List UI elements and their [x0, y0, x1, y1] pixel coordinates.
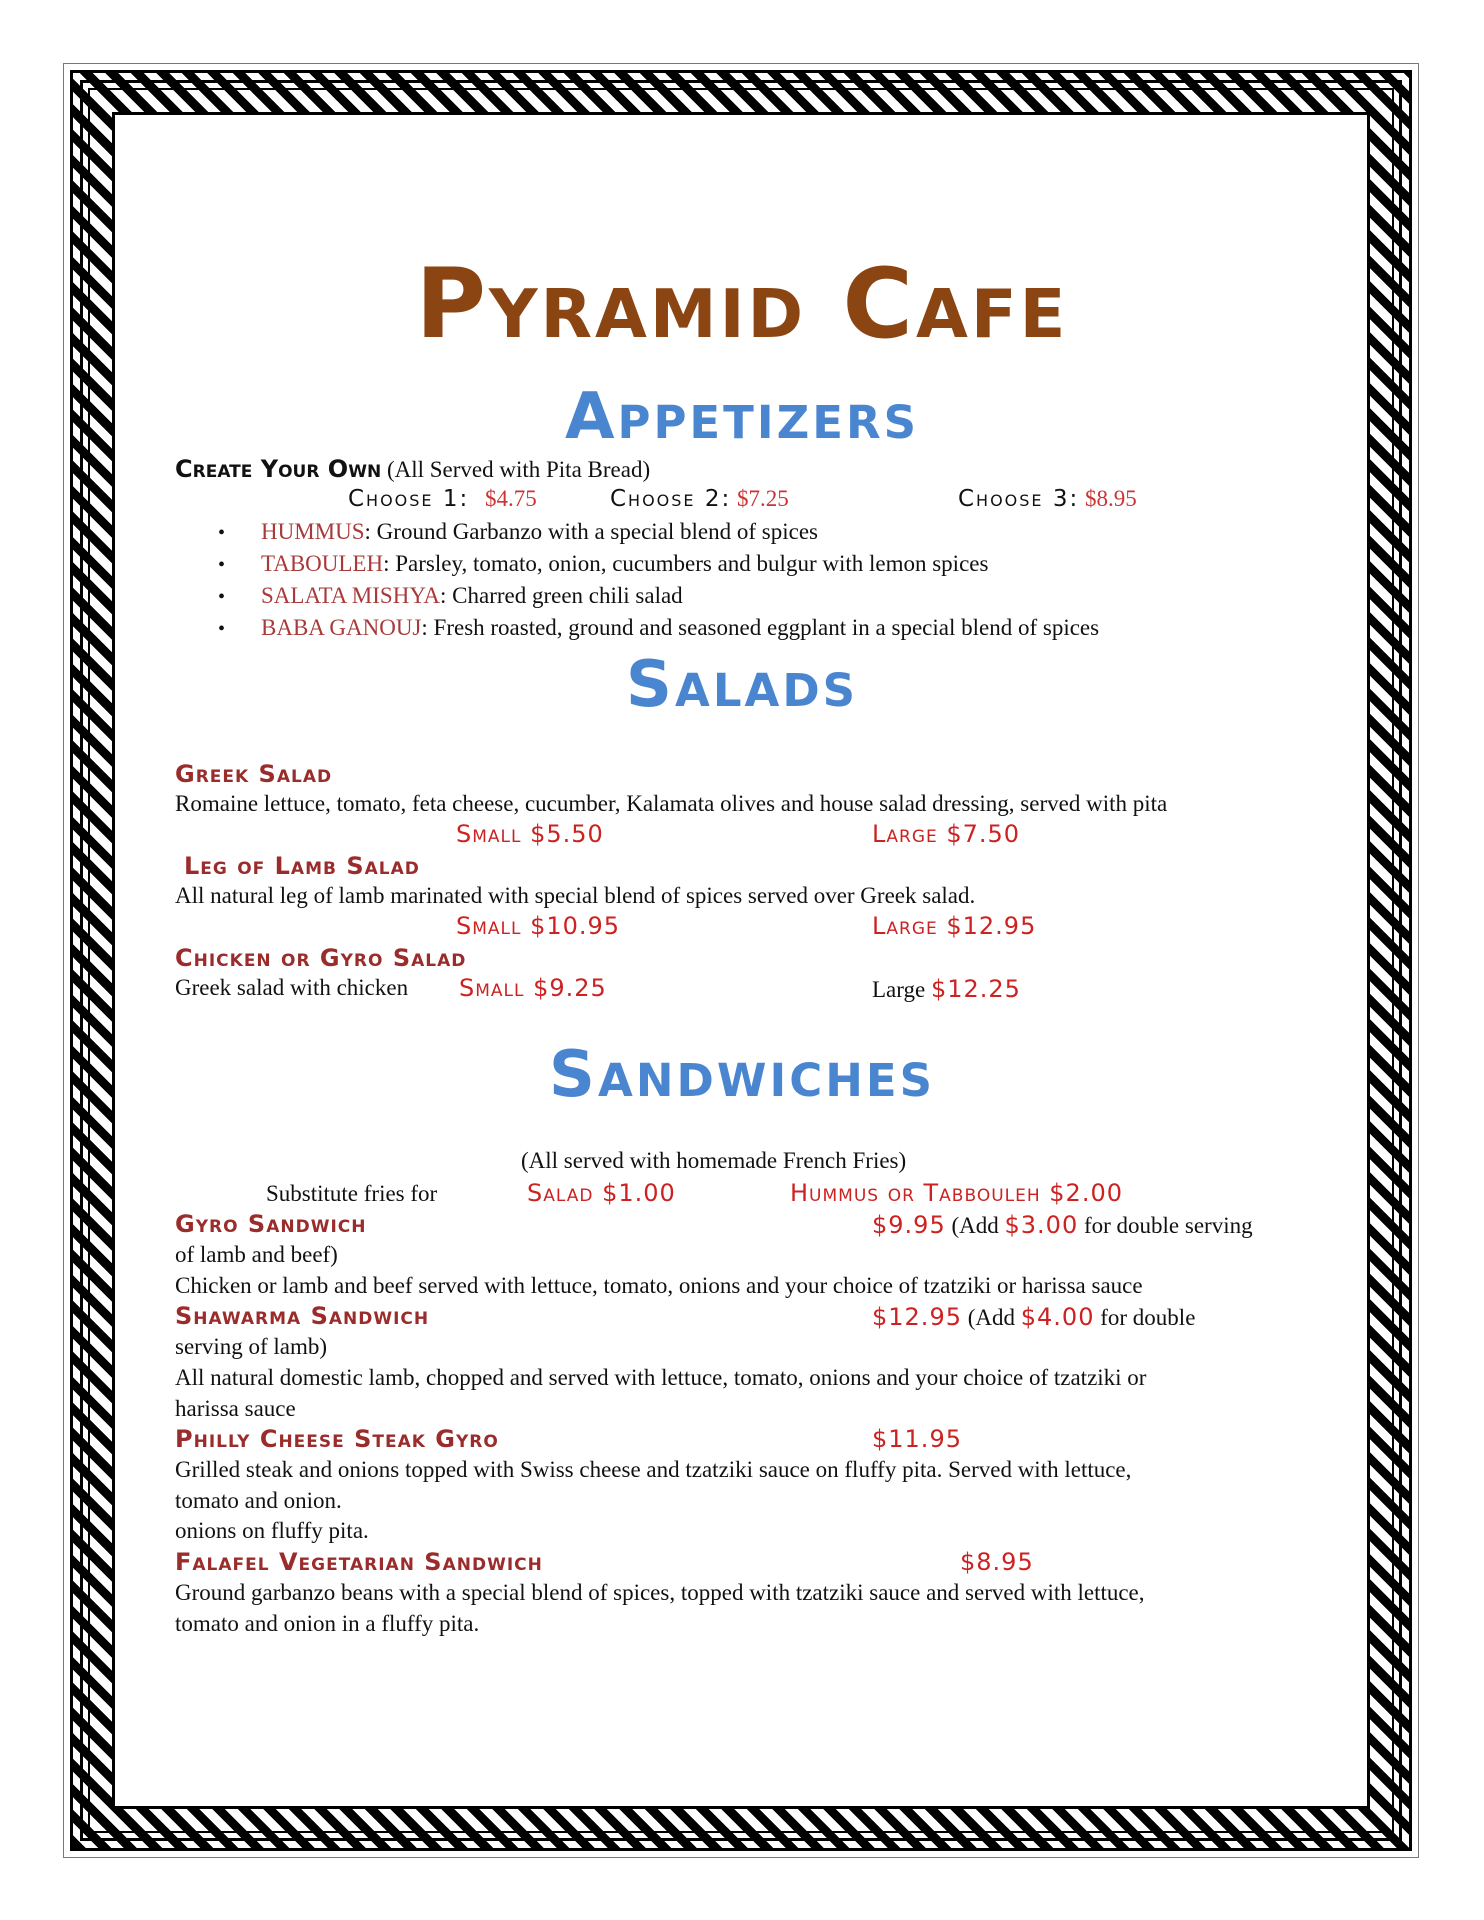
gyro-add-post: for double serving	[1083, 1213, 1253, 1238]
bullet-icon: •	[218, 522, 226, 544]
appetizer-desc: : Parsley, tomato, onion, cucumbers and bulgur with lemon spices	[383, 551, 989, 576]
choose-2	[610, 486, 789, 512]
lamb-salad-title: Leg of Lamb Salad	[184, 852, 420, 880]
appetizers-heading: Appetizers	[564, 380, 920, 454]
lamb-salad-small-price: Small $10.95	[456, 912, 621, 940]
appetizer-name: TABOULEH	[261, 551, 384, 576]
salads-heading: Salads	[625, 648, 859, 722]
shawarma-add-price: $4.00	[1020, 1303, 1095, 1331]
chicken-salad-large-price: $12.25	[930, 975, 1021, 1003]
list-item	[261, 615, 1099, 641]
greek-salad-title: Greek Salad	[175, 760, 333, 788]
gyro-add-pre: (Add	[951, 1213, 999, 1238]
philly-desc-2: tomato and onion.	[175, 1488, 342, 1513]
gyro-sandwich-price-line	[872, 1211, 1253, 1239]
shawarma-sandwich-title: Shawarma Sandwich	[175, 1302, 430, 1330]
chicken-salad-large	[872, 975, 1021, 1003]
shawarma-add-post: for double	[1100, 1305, 1196, 1330]
substitute-hummus-price: Hummus or Tabbouleh $2.00	[790, 1179, 1123, 1207]
appetizer-name: SALATA MISHYA	[261, 583, 440, 608]
bullet-icon: •	[218, 554, 226, 576]
lamb-salad-large-price: Large $12.95	[872, 912, 1037, 940]
chicken-salad-large-label: Large	[872, 977, 926, 1002]
greek-salad-small-price: Small $5.50	[456, 820, 604, 848]
falafel-desc-1: Ground garbanzo beans with a special blend of spices, topped with tzatziki sauce and served with lettuce,	[175, 1580, 1145, 1605]
shawarma-price-line	[872, 1303, 1195, 1331]
gyro-sandwich-price: $9.95	[872, 1211, 946, 1239]
chicken-salad-title: Chicken or Gyro Salad	[175, 944, 467, 972]
chicken-salad-small-price: Small $9.25	[459, 974, 607, 1002]
shawarma-desc-2: harissa sauce	[175, 1396, 296, 1421]
choose-3-label: Choose 3:	[958, 486, 1080, 512]
shawarma-add-continued: serving of lamb)	[175, 1334, 328, 1359]
choose-1	[348, 486, 537, 512]
page-title: Pyramid Cafe	[415, 248, 1069, 360]
create-your-own-line	[175, 455, 650, 483]
falafel-sandwich-price: $8.95	[960, 1548, 1034, 1576]
appetizer-desc: : Charred green chili salad	[440, 583, 683, 608]
choose-2-label: Choose 2:	[610, 486, 732, 512]
gyro-add-continued: of lamb and beef)	[175, 1242, 338, 1267]
philly-desc-1: Grilled steak and onions topped with Swiss cheese and tzatziki sauce on fluffy pita. Served with lettuce,	[175, 1457, 1132, 1482]
greek-salad-desc: Romaine lettuce, tomato, feta cheese, cucumber, Kalamata olives and house salad dressing, served with pita	[175, 791, 1168, 816]
sandwiches-note: (All served with homemade French Fries)	[521, 1148, 907, 1173]
bullet-icon: •	[218, 618, 226, 640]
appetizer-name: BABA GANOUJ	[261, 615, 422, 640]
gyro-add-price: $3.00	[1004, 1211, 1079, 1239]
substitute-label: Substitute fries for	[266, 1181, 438, 1206]
philly-gyro-price: $11.95	[872, 1425, 962, 1453]
bullet-icon: •	[218, 586, 226, 608]
philly-desc-3: onions on fluffy pita.	[175, 1518, 369, 1543]
choose-3-price: $8.95	[1085, 486, 1137, 511]
create-your-own-label: Create Your Own	[175, 455, 382, 483]
list-item	[261, 551, 988, 577]
choose-3	[958, 486, 1137, 512]
list-item	[261, 583, 683, 609]
sandwiches-heading: Sandwiches	[548, 1038, 936, 1112]
falafel-sandwich-title: Falafel Vegetarian Sandwich	[175, 1548, 543, 1576]
falafel-desc-2: tomato and onion in a fluffy pita.	[175, 1611, 480, 1636]
list-item	[261, 519, 818, 545]
shawarma-price: $12.95	[872, 1303, 962, 1331]
create-your-own-note: (All Served with Pita Bread)	[386, 457, 651, 482]
choose-1-label: Choose 1:	[348, 486, 470, 512]
choose-1-price: $4.75	[485, 486, 537, 511]
lamb-salad-desc: All natural leg of lamb marinated with special blend of spices served over Greek salad.	[175, 883, 976, 908]
greek-salad-large-price: Large $7.50	[872, 820, 1021, 848]
shawarma-desc-1: All natural domestic lamb, chopped and served with lettuce, tomato, onions and your choice of tzatziki or	[175, 1365, 1147, 1390]
substitute-salad-price: Salad $1.00	[527, 1179, 676, 1207]
gyro-sandwich-title: Gyro Sandwich	[175, 1210, 367, 1238]
choose-2-price: $7.25	[737, 486, 789, 511]
shawarma-add-pre: (Add	[967, 1305, 1016, 1330]
gyro-sandwich-desc: Chicken or lamb and beef served with lettuce, tomato, onions and your choice of tzatziki or harissa sauce	[175, 1273, 1143, 1298]
chicken-salad-desc: Greek salad with chicken	[175, 975, 409, 1000]
philly-gyro-title: Philly Cheese Steak Gyro	[175, 1425, 499, 1453]
appetizer-name: HUMMUS	[261, 519, 365, 544]
appetizer-desc: : Ground Garbanzo with a special blend of spices	[364, 519, 819, 544]
appetizer-desc: : Fresh roasted, ground and seasoned eggplant in a special blend of spices	[421, 615, 1100, 640]
